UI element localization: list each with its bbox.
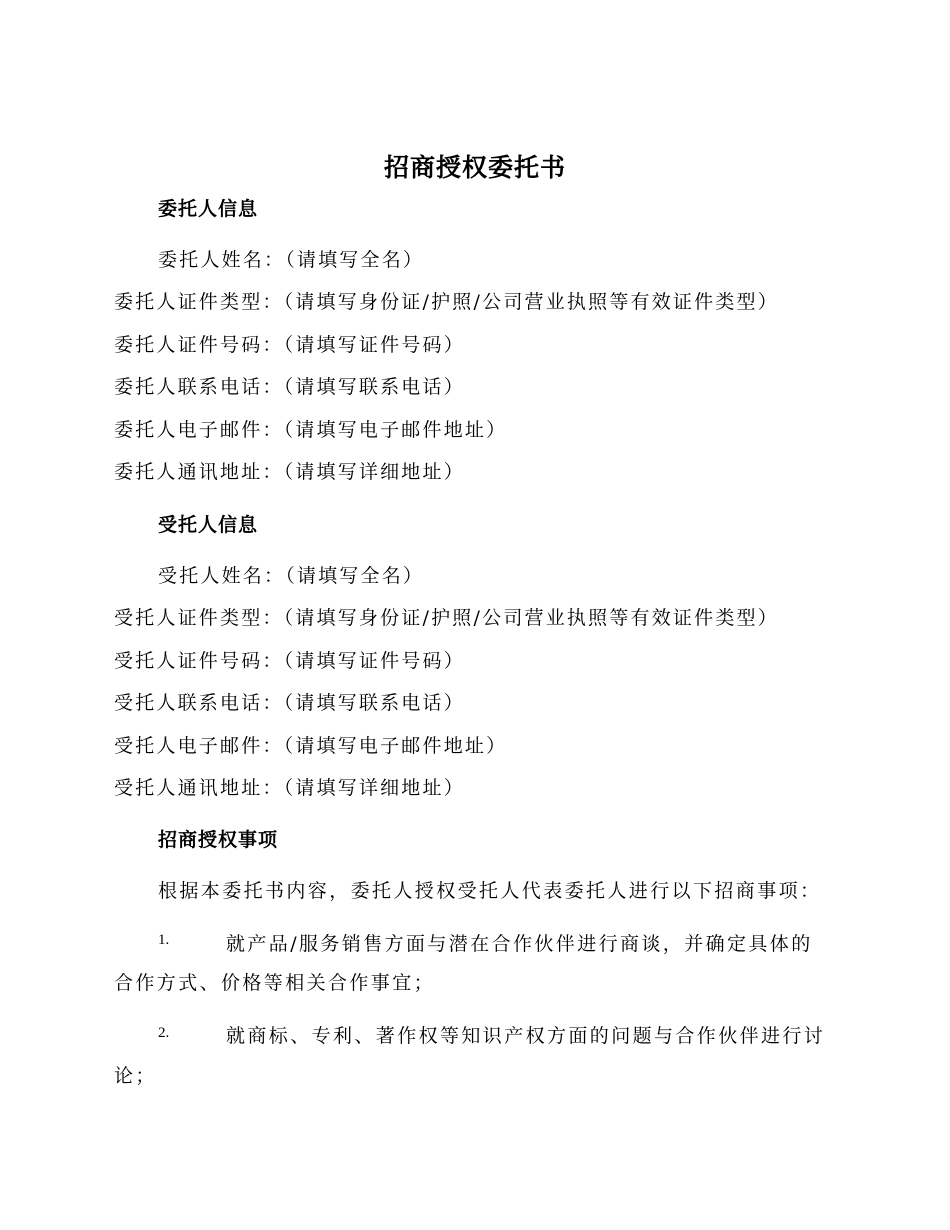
agent-id-type-line [114, 603, 779, 630]
list-item-line: 就商标、专利、著作权等知识产权方面的问题与合作伙伴进行讨 [226, 1025, 826, 1047]
matters-heading: 招商授权事项 [158, 829, 279, 851]
principal-heading: 委托人信息 [158, 198, 259, 220]
principal-email-line [114, 415, 507, 442]
field-label: 受托人证件类型： [114, 607, 284, 629]
principal-id-number-line [114, 330, 465, 357]
principal-address-line [114, 457, 465, 484]
document-title: 招商授权委托书 [383, 153, 566, 182]
principal-name-line [158, 245, 424, 272]
field-label: 委托人姓名： [158, 249, 286, 271]
field-value: （请填写详细地址） [283, 461, 465, 483]
field-value: （请填写联系电话） [283, 692, 465, 714]
field-value: （请填写联系电话） [283, 376, 465, 398]
agent-heading: 受托人信息 [158, 514, 259, 536]
field-value: （请填写电子邮件地址） [283, 419, 508, 441]
list-item-number: 2. [158, 1025, 170, 1041]
field-value: （请填写电子邮件地址） [283, 735, 508, 757]
field-label: 受托人证件号码： [114, 650, 284, 672]
agent-email-line [114, 731, 507, 758]
list-item-number: 1. [158, 932, 170, 948]
field-label: 委托人通讯地址： [114, 461, 284, 483]
agent-id-number-line [114, 646, 465, 673]
field-value: （请填写全名） [285, 249, 425, 271]
agent-address-line [114, 773, 465, 800]
principal-phone-line [114, 372, 465, 399]
field-value: （请填写身份证/护照/公司营业执照等有效证件类型） [283, 291, 779, 313]
field-label: 委托人证件类型： [114, 291, 284, 313]
list-item-line: 就产品/服务销售方面与潜在合作伙伴进行商谈，并确定具体的 [226, 933, 813, 955]
agent-name-line [158, 561, 424, 588]
field-label: 受托人电子邮件： [114, 735, 284, 757]
field-label: 受托人通讯地址： [114, 777, 284, 799]
list-item-line: 论； [114, 1065, 157, 1087]
field-value: （请填写详细地址） [283, 777, 465, 799]
list-item-line: 合作方式、价格等相关合作事宜； [114, 972, 436, 994]
field-label: 委托人电子邮件： [114, 419, 284, 441]
field-label: 受托人联系电话： [114, 692, 284, 714]
field-label: 委托人联系电话： [114, 376, 284, 398]
field-label: 委托人证件号码： [114, 334, 284, 356]
field-label: 受托人姓名： [158, 565, 286, 587]
principal-id-type-line [114, 287, 779, 314]
field-value: （请填写身份证/护照/公司营业执照等有效证件类型） [283, 607, 779, 629]
matters-intro: 根据本委托书内容，委托人授权受托人代表委托人进行以下招商事项： [158, 880, 822, 902]
field-value: （请填写证件号码） [283, 650, 465, 672]
agent-phone-line [114, 688, 465, 715]
field-value: （请填写全名） [285, 565, 425, 587]
field-value: （请填写证件号码） [283, 334, 465, 356]
